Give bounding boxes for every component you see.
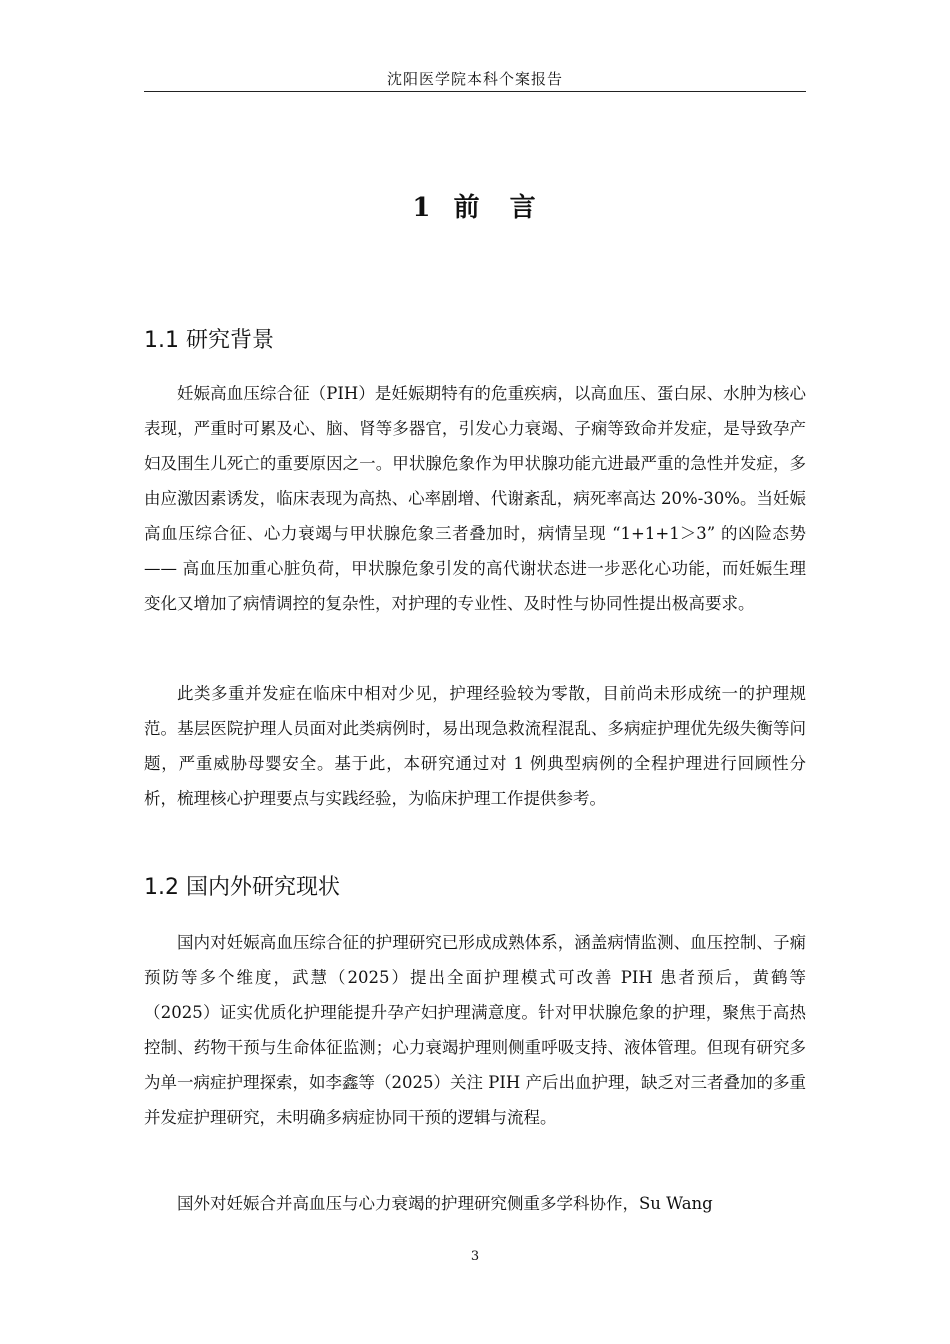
section-heading-background: 1.1 研究背景 [144,328,274,353]
section-heading-research-status: 1.2 国内外研究现状 [144,875,340,900]
page-number: 3 [470,1249,480,1264]
paragraph-background-2: 此类多重并发症在临床中相对少见，护理经验较为零散，目前尚未形成统一的护理规范。基层医院护理人员面对此类病例时，易出现急救流程混乱、多病症护理优先级失衡等问题，严重威胁母婴安全。基于此，本研究通过对 1 例典型病例的全程护理进行回顾性分析，梳理核心护理要点与实践经验，为临床护理工作提供参考。 [144,684,806,808]
paragraph-research-status-2: 国外对妊娠合并高血压与心力衰竭的护理研究侧重多学科协作，Su Wang [177,1194,713,1213]
chapter-title: 1 前 言 [412,193,538,223]
running-header: 沈阳医学院本科个案报告 [386,70,563,88]
header-rule [144,91,806,92]
paragraph-research-status-1: 国内对妊娠高血压综合征的护理研究已形成成熟体系，涵盖病情监测、血压控制、子痫预防等多个维度，武慧（2025）提出全面护理模式可改善 PIH 患者预后，黄鹤等（2025）证实优质化护理能提升孕产妇护理满意度。针对甲状腺危象的护理，聚焦于高热控制、药物干预与生命体征监测；心力衰竭护理则侧重呼吸支持、液体管理。但现有研究多为单一病症护理探索，如李鑫等（2025）关注 PIH 产后出血护理，缺乏对三者叠加的多重并发症护理研究，未明确多病症协同干预的逻辑与流程。 [144,933,806,1127]
paragraph-background-1: 妊娠高血压综合征（PIH）是妊娠期特有的危重疾病，以高血压、蛋白尿、水肿为核心表现，严重时可累及心、脑、肾等多器官，引发心力衰竭、子痫等致命并发症，是导致孕产妇及围生儿死亡的重要原因之一。甲状腺危象作为甲状腺功能亢进最严重的急性并发症，多由应激因素诱发，临床表现为高热、心率剧增、代谢紊乱，病死率高达 20%-30%。当妊娠高血压综合征、心力衰竭与甲状腺危象三者叠加时，病情呈现 “1+1+1＞3” 的凶险态势 —— 高血压加重心脏负荷，甲状腺危象引发的高代谢状态进一步恶化心功能，而妊娠生理变化又增加了病情调控的复杂性，对护理的专业性、及时性与协同性提出极高要求。 [144,384,806,613]
